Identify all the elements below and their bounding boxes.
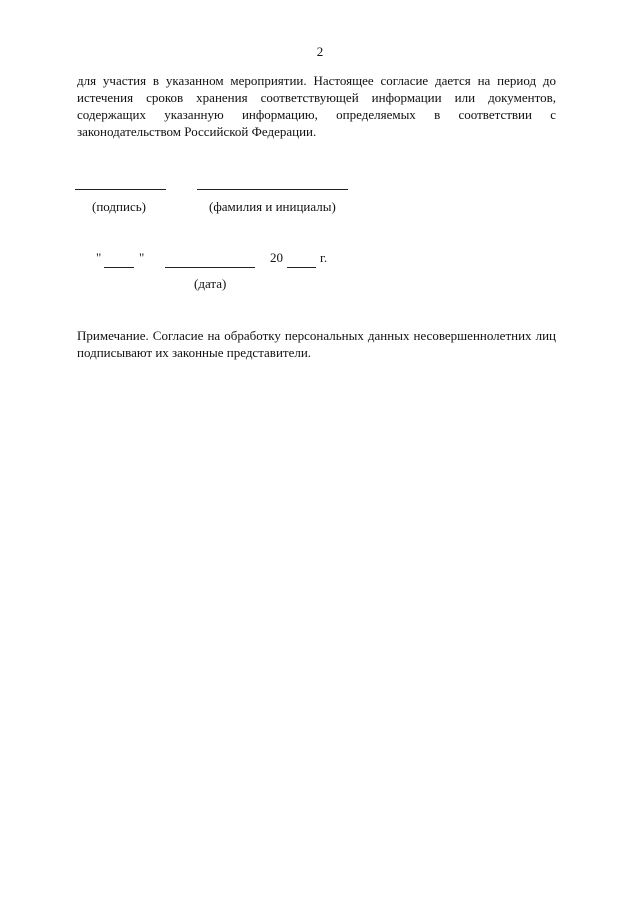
paragraph-line: для участия в указанном мероприятии. Настоящее согласие дается на период до [77,73,556,88]
date-open-quote: " [96,250,102,265]
paragraph-line: законодательством Российской Федерации. [77,124,317,139]
name-caption: (фамилия и инициалы) [209,199,336,214]
year-line [287,267,316,268]
paragraph-line: содержащих указанную информацию, определяемых в соответствии с [77,107,556,122]
name-line [197,189,348,190]
date-close-quote: " [139,250,145,265]
month-line [165,267,255,268]
note-line: подписывают их законные представители. [77,345,312,360]
signature-line [75,189,166,190]
day-line [104,267,134,268]
note-paragraph [77,327,556,361]
paragraph-line: истечения сроков хранения соответствующей информации или документов, [77,90,556,105]
consent-paragraph [77,72,556,140]
note-line: Примечание. Согласие на обработку персональных данных несовершеннолетних лиц [77,328,556,343]
year-prefix: 20 [270,250,283,265]
signature-caption: (подпись) [92,199,146,214]
page-number: 2 [316,44,324,59]
date-caption: (дата) [194,276,227,291]
year-suffix: г. [320,250,328,265]
